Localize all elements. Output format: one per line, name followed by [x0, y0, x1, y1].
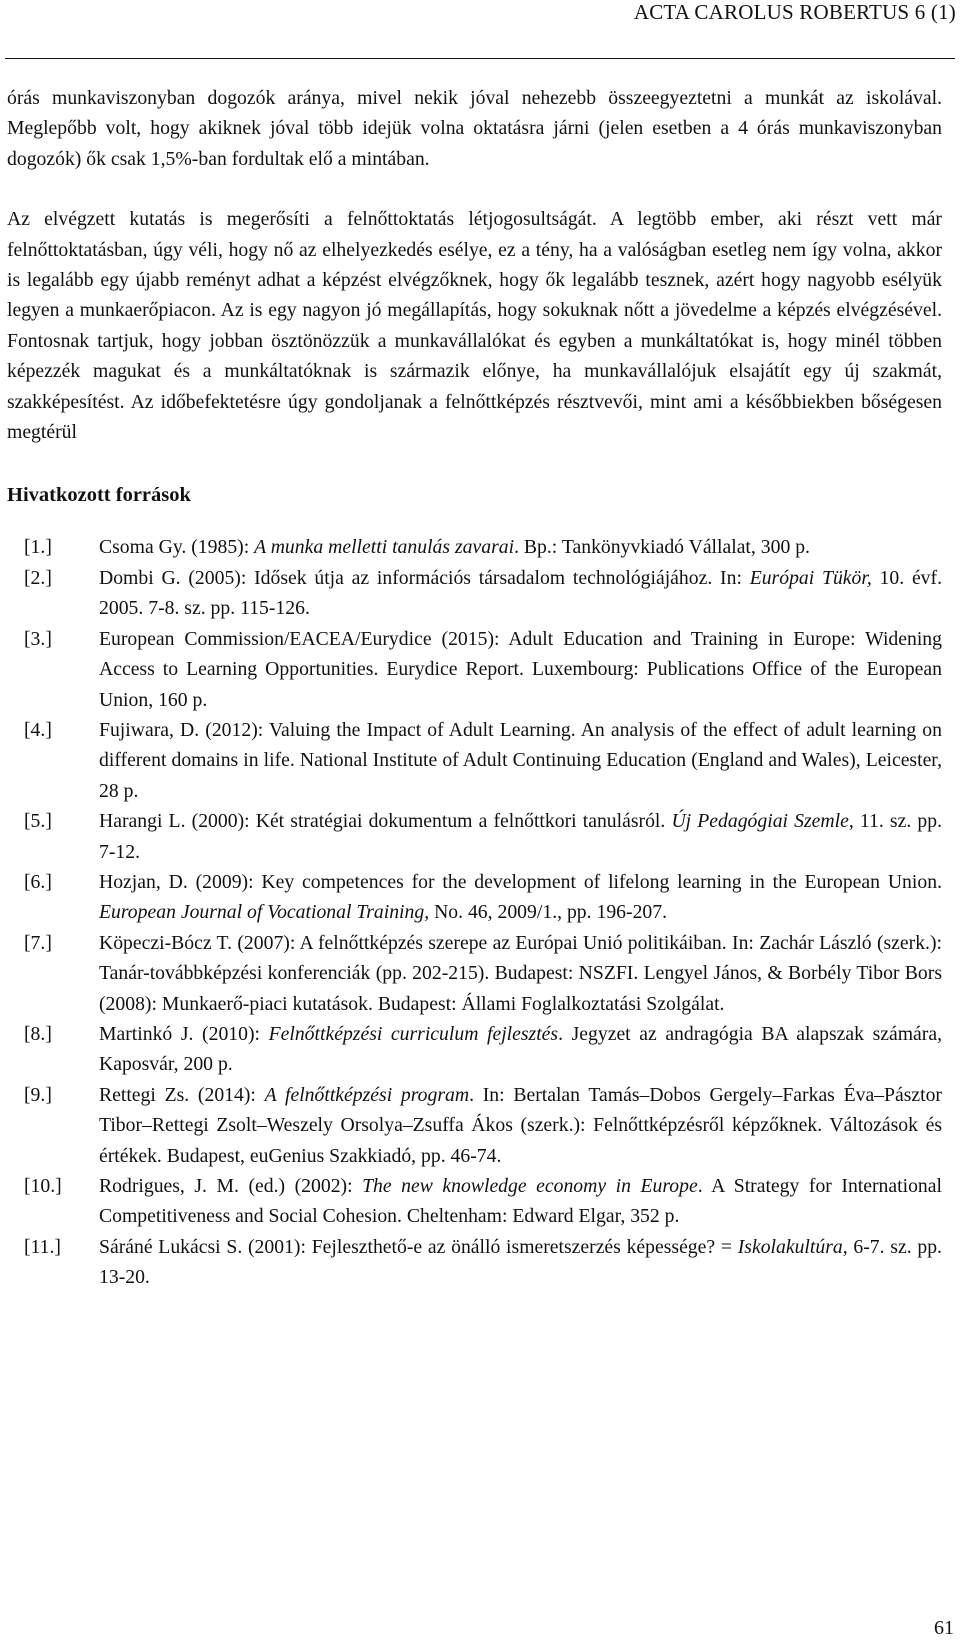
reference-item — [7, 1171, 942, 1232]
reference-item — [7, 1019, 942, 1080]
reference-title: The new knowledge economy in Europe — [362, 1175, 698, 1197]
reference-text: European Commission/EACEA/Eurydice (2015): Adult Education and Training in Europe: Widening Access to Learning Opportunities. Eurydice Report. Luxembourg: Publications Office of the European Union, 160 p. — [99, 627, 942, 711]
body-paragraph-2: Az elvégzett kutatás is megerősíti a felnőttoktatás létjogosultságát. A legtöbb ember, aki részt vett már felnőttoktatásban, úgy véli, hogy nő az elhelyezkedés esélye, ez a tény, ha a valóságban esetleg nem így volna, akkor is legalább egy újabb reményt adhat a képzést elvégzőknek, hogy ők legalább tesznek, azért hogy nagyobb esélyük legyen a munkaerőpiacon. Az is egy nagyon jó megállapítás, hogy sokuknak nőtt a jövedelme a képzés elvégzésével. Fontosnak tartjuk, hogy jobban ösztönözzük a munkavállalókat és egyben a munkáltatókat is, hogy minél többen képezzék magukat és a munkáltatóknak is származik előnye, ha munkavállalójuk elsajátít egy új szakmát, szakképesítést. Az időbefektetésre úgy gondoljanak a felnőttképzés résztvevői, mint ami a későbbiekben bőségesen megtérül — [7, 208, 942, 444]
reference-number: [3.] — [24, 627, 52, 650]
reference-item — [7, 563, 942, 624]
reference-number: [6.] — [24, 870, 52, 893]
reference-text: Martinkó J. (2010): Felnőttképzési curriculum fejlesztés. Jegyzet az andragógia BA alapszak számára, Kaposvár, 200 p. — [99, 1022, 943, 1076]
reference-list — [7, 532, 942, 1292]
reference-text: Rettegi Zs. (2014): A felnőttképzési program. In: Bertalan Tamás–Dobos Gergely–Farkas Éva–Pásztor Tibor–Rettegi Zsolt–Weszely Orsolya–Zsuffa Ákos (szerk.): Felnőttképzésről képzőknek. Változások és értékek. Budapest, euGenius Szakkiadó, pp. 46-74. — [99, 1083, 942, 1167]
reference-number: [2.] — [24, 566, 52, 589]
reference-item — [7, 806, 942, 867]
reference-number: [4.] — [24, 718, 52, 741]
page-number: 61 — [934, 1617, 954, 1639]
reference-text: Harangi L. (2000): Két stratégiai dokumentum a felnőttkori tanulásról. Új Pedagógiai Szemle, 11. sz. pp. 7-12. — [99, 810, 942, 863]
body-paragraph-1: órás munkaviszonyban dogozók aránya, mivel nekik jóval nehezebb összeegyeztetni a munkát az iskolával. Meglepőbb volt, hogy akiknek jóval több idejük volna oktatásra járni (jelen esetben a 4 órás munkaviszonyban dogozók) ők csak 1,5%-ban fordultak elő a mintában. — [7, 87, 942, 170]
reference-text: Hozjan, D. (2009): Key competences for the development of lifelong learning in the European Union. European Journal of Vocational Training, No. 46, 2009/1., pp. 196-207. — [99, 870, 942, 924]
reference-text: Dombi G. (2005): Idősek útja az információs társadalom technológiájához. In: Európai Tükör, 10. évf. 2005. 7-8. sz. pp. 115-126. — [99, 566, 942, 620]
reference-number: [7.] — [24, 931, 52, 954]
reference-title: A munka melletti tanulás zavarai — [254, 536, 515, 559]
reference-item — [7, 867, 942, 928]
reference-number: [9.] — [24, 1083, 52, 1106]
reference-title: Új Pedagógiai Szemle — [671, 810, 849, 833]
reference-text: Fujiwara, D. (2012): Valuing the Impact of Adult Learning. An analysis of the effect of adult learning on different domains in life. National Institute of Adult Continuing Education (England and Wales), Leicester, 28 p. — [99, 718, 942, 802]
page-content — [7, 83, 942, 1293]
reference-item — [7, 928, 942, 1019]
header-rule — [5, 58, 955, 59]
reference-text: Köpeczi-Bócz T. (2007): A felnőttképzés szerepe az Európai Unió politikáiban. In: Zachár László (szerk.): Tanár-továbbképzési konferenciák (pp. 202-215). Budapest: NSZFI. Lengyel János, & Borbély Tibor Bors (2008): Munkaerő-piaci kutatások. Budapest: Állami Foglalkoztatási Szolgálat. — [99, 931, 942, 1015]
reference-title: Felnőttképzési curriculum fejlesztés — [268, 1022, 559, 1045]
reference-item — [7, 1232, 942, 1293]
reference-title: A felnőttképzési program — [264, 1083, 470, 1106]
reference-text: Csoma Gy. (1985): A munka melletti tanulás zavarai. Bp.: Tankönyvkiadó Vállalat, 300 p. — [99, 536, 810, 559]
reference-number: [5.] — [24, 810, 52, 833]
reference-title: Európai Tükör, — [749, 566, 872, 589]
reference-number: [11.] — [24, 1235, 61, 1258]
reference-text: Sáráné Lukácsi S. (2001): Fejleszthető-e az önálló ismeretszerzés képessége? = Iskolakultúra, 6-7. sz. pp. 13-20. — [99, 1235, 942, 1289]
reference-title: European Journal of Vocational Training, — [99, 901, 430, 924]
reference-title: Iskolakultúra, — [737, 1235, 848, 1258]
reference-item — [7, 532, 942, 562]
reference-item — [7, 715, 942, 806]
reference-number: [1.] — [24, 536, 52, 559]
reference-item — [7, 1080, 942, 1171]
reference-item — [7, 624, 942, 715]
running-header: ACTA CAROLUS ROBERTUS 6 (1) — [633, 0, 956, 24]
reference-number: [10.] — [24, 1175, 62, 1197]
reference-number: [8.] — [24, 1022, 52, 1045]
references-heading: Hivatkozott források — [7, 484, 191, 507]
reference-text: Rodrigues, J. M. (ed.) (2002): The new knowledge economy in Europe. A Strategy for International Competitiveness and Social Cohesion. Cheltenham: Edward Elgar, 352 p. — [99, 1175, 942, 1228]
